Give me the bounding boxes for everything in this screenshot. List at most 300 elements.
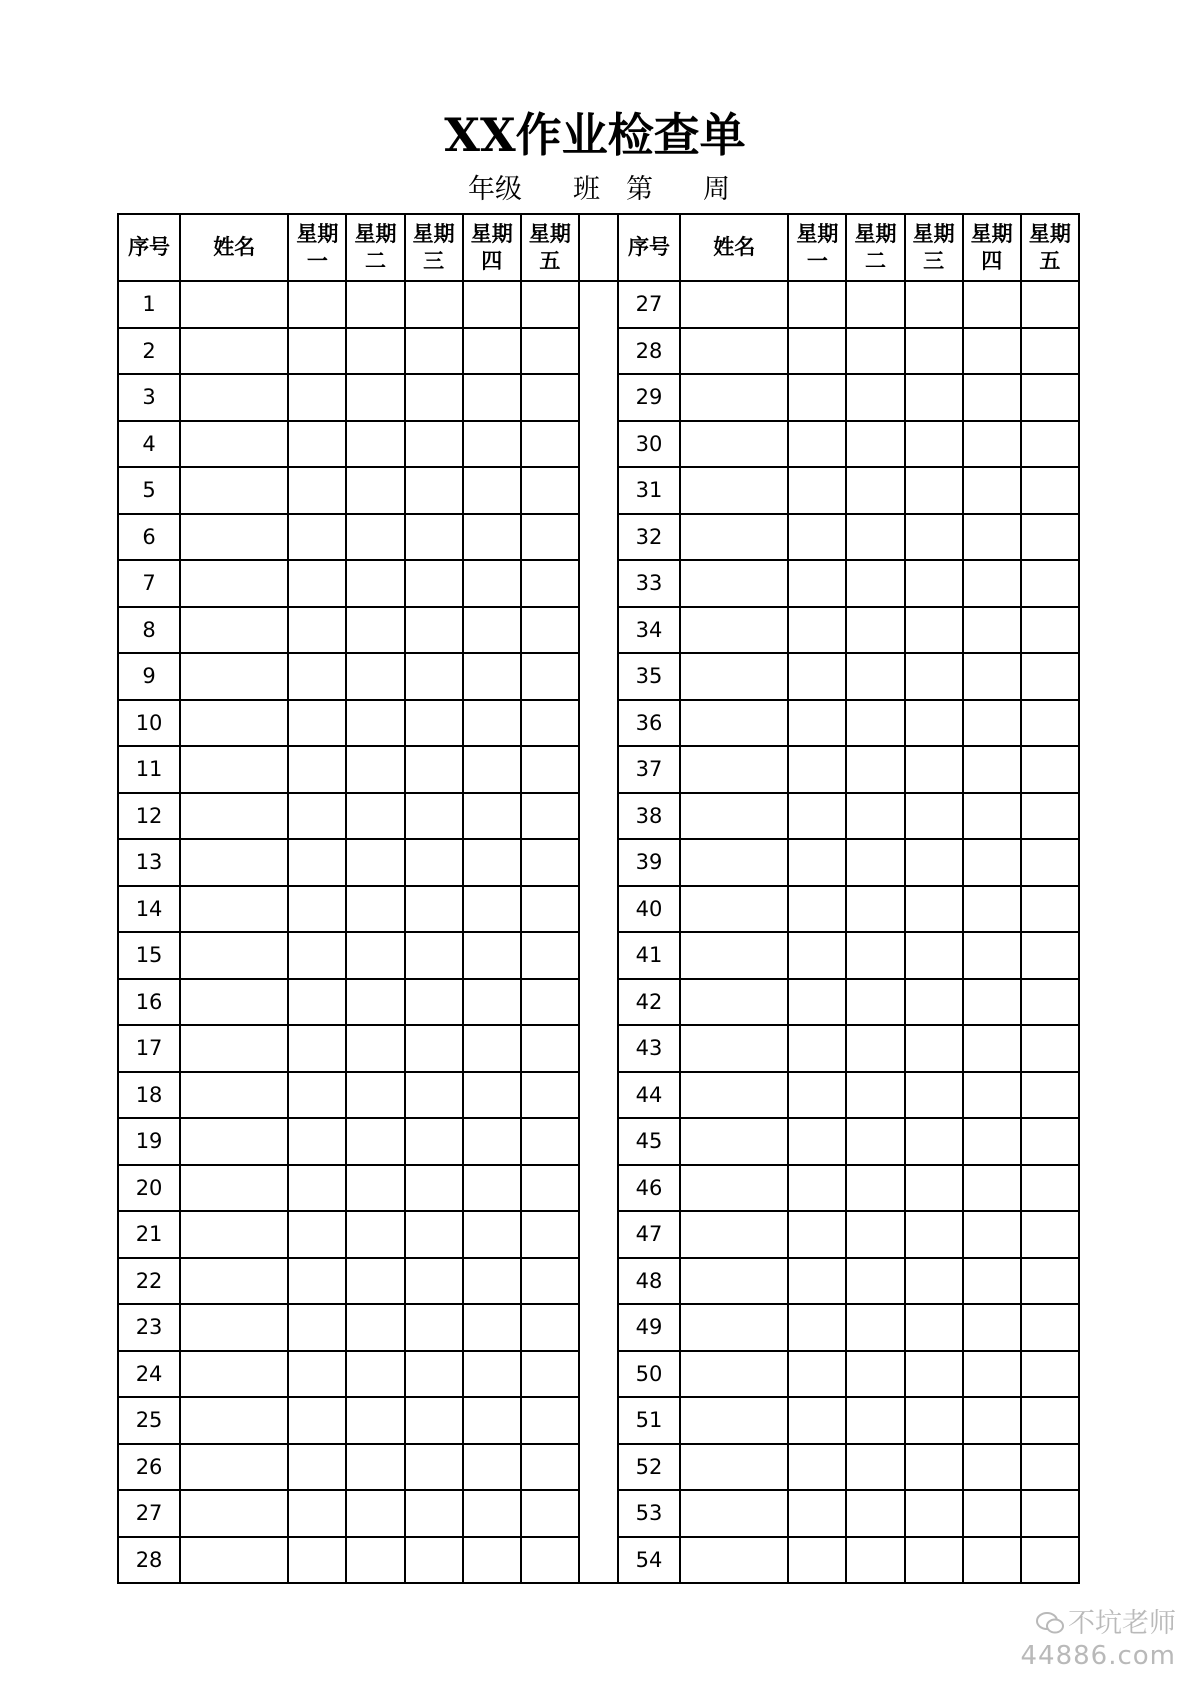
- day-check-cell-right[interactable]: [788, 932, 846, 979]
- day-check-cell-left[interactable]: [288, 700, 346, 747]
- day-check-cell-left[interactable]: [521, 1351, 579, 1398]
- day-check-cell-right[interactable]: [963, 793, 1021, 840]
- day-check-cell-right[interactable]: [846, 1351, 904, 1398]
- day-check-cell-left[interactable]: [463, 560, 521, 607]
- name-cell-right[interactable]: [680, 793, 788, 840]
- day-check-cell-right[interactable]: [905, 421, 963, 468]
- day-check-cell-right[interactable]: [788, 281, 846, 328]
- name-cell-left[interactable]: [180, 886, 288, 933]
- day-check-cell-right[interactable]: [1021, 653, 1079, 700]
- day-check-cell-left[interactable]: [521, 1304, 579, 1351]
- day-check-cell-right[interactable]: [963, 514, 1021, 561]
- day-check-cell-left[interactable]: [405, 1351, 463, 1398]
- day-check-cell-right[interactable]: [963, 1072, 1021, 1119]
- day-check-cell-right[interactable]: [788, 607, 846, 654]
- day-check-cell-right[interactable]: [963, 1165, 1021, 1212]
- day-check-cell-left[interactable]: [346, 653, 404, 700]
- day-check-cell-right[interactable]: [846, 1118, 904, 1165]
- name-cell-right[interactable]: [680, 1537, 788, 1584]
- day-check-cell-left[interactable]: [346, 1537, 404, 1584]
- day-check-cell-right[interactable]: [905, 1118, 963, 1165]
- day-check-cell-right[interactable]: [963, 979, 1021, 1026]
- day-check-cell-right[interactable]: [905, 1537, 963, 1584]
- day-check-cell-right[interactable]: [788, 1211, 846, 1258]
- day-check-cell-right[interactable]: [846, 1304, 904, 1351]
- name-cell-right[interactable]: [680, 886, 788, 933]
- day-check-cell-left[interactable]: [463, 746, 521, 793]
- name-cell-left[interactable]: [180, 793, 288, 840]
- day-check-cell-left[interactable]: [346, 1304, 404, 1351]
- name-cell-right[interactable]: [680, 514, 788, 561]
- day-check-cell-right[interactable]: [905, 932, 963, 979]
- day-check-cell-right[interactable]: [905, 607, 963, 654]
- day-check-cell-left[interactable]: [346, 1165, 404, 1212]
- day-check-cell-left[interactable]: [521, 979, 579, 1026]
- day-check-cell-right[interactable]: [963, 281, 1021, 328]
- day-check-cell-left[interactable]: [405, 1118, 463, 1165]
- day-check-cell-left[interactable]: [288, 281, 346, 328]
- day-check-cell-right[interactable]: [788, 514, 846, 561]
- name-cell-left[interactable]: [180, 607, 288, 654]
- day-check-cell-right[interactable]: [963, 653, 1021, 700]
- name-cell-right[interactable]: [680, 328, 788, 375]
- day-check-cell-right[interactable]: [788, 1397, 846, 1444]
- day-check-cell-left[interactable]: [521, 328, 579, 375]
- name-cell-left[interactable]: [180, 421, 288, 468]
- day-check-cell-right[interactable]: [905, 700, 963, 747]
- day-check-cell-left[interactable]: [346, 421, 404, 468]
- day-check-cell-left[interactable]: [346, 374, 404, 421]
- day-check-cell-right[interactable]: [1021, 1118, 1079, 1165]
- day-check-cell-left[interactable]: [521, 374, 579, 421]
- day-check-cell-right[interactable]: [905, 1025, 963, 1072]
- day-check-cell-left[interactable]: [521, 1211, 579, 1258]
- day-check-cell-left[interactable]: [405, 1165, 463, 1212]
- name-cell-left[interactable]: [180, 1351, 288, 1398]
- day-check-cell-left[interactable]: [288, 793, 346, 840]
- name-cell-right[interactable]: [680, 560, 788, 607]
- day-check-cell-left[interactable]: [288, 886, 346, 933]
- day-check-cell-left[interactable]: [463, 1165, 521, 1212]
- day-check-cell-left[interactable]: [405, 886, 463, 933]
- name-cell-left[interactable]: [180, 1072, 288, 1119]
- day-check-cell-right[interactable]: [788, 839, 846, 886]
- name-cell-left[interactable]: [180, 328, 288, 375]
- day-check-cell-left[interactable]: [346, 328, 404, 375]
- day-check-cell-right[interactable]: [905, 1072, 963, 1119]
- day-check-cell-left[interactable]: [346, 1211, 404, 1258]
- day-check-cell-right[interactable]: [1021, 1072, 1079, 1119]
- day-check-cell-right[interactable]: [846, 1258, 904, 1305]
- day-check-cell-left[interactable]: [288, 746, 346, 793]
- day-check-cell-left[interactable]: [346, 1351, 404, 1398]
- day-check-cell-left[interactable]: [521, 1490, 579, 1537]
- day-check-cell-left[interactable]: [405, 1025, 463, 1072]
- day-check-cell-left[interactable]: [405, 1072, 463, 1119]
- day-check-cell-left[interactable]: [346, 1118, 404, 1165]
- day-check-cell-right[interactable]: [788, 1258, 846, 1305]
- day-check-cell-right[interactable]: [846, 839, 904, 886]
- day-check-cell-right[interactable]: [1021, 607, 1079, 654]
- name-cell-left[interactable]: [180, 467, 288, 514]
- day-check-cell-left[interactable]: [405, 746, 463, 793]
- name-cell-left[interactable]: [180, 281, 288, 328]
- day-check-cell-right[interactable]: [905, 514, 963, 561]
- day-check-cell-right[interactable]: [788, 1072, 846, 1119]
- day-check-cell-right[interactable]: [846, 1165, 904, 1212]
- day-check-cell-left[interactable]: [463, 1351, 521, 1398]
- day-check-cell-left[interactable]: [405, 1304, 463, 1351]
- day-check-cell-left[interactable]: [346, 793, 404, 840]
- day-check-cell-left[interactable]: [288, 1211, 346, 1258]
- day-check-cell-left[interactable]: [521, 1537, 579, 1584]
- day-check-cell-right[interactable]: [846, 1025, 904, 1072]
- day-check-cell-left[interactable]: [405, 1537, 463, 1584]
- day-check-cell-left[interactable]: [288, 1118, 346, 1165]
- day-check-cell-left[interactable]: [405, 560, 463, 607]
- name-cell-left[interactable]: [180, 1025, 288, 1072]
- day-check-cell-left[interactable]: [405, 1397, 463, 1444]
- day-check-cell-right[interactable]: [963, 1444, 1021, 1491]
- day-check-cell-right[interactable]: [846, 560, 904, 607]
- day-check-cell-right[interactable]: [963, 1258, 1021, 1305]
- day-check-cell-left[interactable]: [463, 1304, 521, 1351]
- day-check-cell-right[interactable]: [963, 328, 1021, 375]
- day-check-cell-right[interactable]: [846, 793, 904, 840]
- name-cell-right[interactable]: [680, 1165, 788, 1212]
- day-check-cell-left[interactable]: [521, 1258, 579, 1305]
- day-check-cell-left[interactable]: [346, 1258, 404, 1305]
- day-check-cell-right[interactable]: [963, 421, 1021, 468]
- day-check-cell-right[interactable]: [846, 1072, 904, 1119]
- name-cell-left[interactable]: [180, 700, 288, 747]
- day-check-cell-right[interactable]: [1021, 1537, 1079, 1584]
- day-check-cell-right[interactable]: [905, 328, 963, 375]
- day-check-cell-left[interactable]: [463, 328, 521, 375]
- name-cell-left[interactable]: [180, 1397, 288, 1444]
- day-check-cell-left[interactable]: [288, 979, 346, 1026]
- day-check-cell-right[interactable]: [1021, 1304, 1079, 1351]
- day-check-cell-right[interactable]: [846, 1444, 904, 1491]
- day-check-cell-left[interactable]: [346, 700, 404, 747]
- day-check-cell-right[interactable]: [1021, 514, 1079, 561]
- day-check-cell-left[interactable]: [288, 839, 346, 886]
- day-check-cell-right[interactable]: [1021, 793, 1079, 840]
- day-check-cell-left[interactable]: [346, 746, 404, 793]
- day-check-cell-right[interactable]: [846, 746, 904, 793]
- day-check-cell-right[interactable]: [788, 467, 846, 514]
- day-check-cell-left[interactable]: [463, 421, 521, 468]
- day-check-cell-left[interactable]: [346, 1444, 404, 1491]
- day-check-cell-left[interactable]: [346, 607, 404, 654]
- day-check-cell-right[interactable]: [846, 886, 904, 933]
- day-check-cell-right[interactable]: [963, 374, 1021, 421]
- day-check-cell-right[interactable]: [846, 979, 904, 1026]
- name-cell-left[interactable]: [180, 1304, 288, 1351]
- day-check-cell-right[interactable]: [905, 281, 963, 328]
- day-check-cell-left[interactable]: [521, 1025, 579, 1072]
- day-check-cell-left[interactable]: [346, 281, 404, 328]
- day-check-cell-left[interactable]: [346, 932, 404, 979]
- name-cell-right[interactable]: [680, 1258, 788, 1305]
- day-check-cell-right[interactable]: [963, 467, 1021, 514]
- day-check-cell-right[interactable]: [1021, 1444, 1079, 1491]
- day-check-cell-left[interactable]: [288, 1258, 346, 1305]
- day-check-cell-right[interactable]: [788, 886, 846, 933]
- day-check-cell-left[interactable]: [346, 886, 404, 933]
- day-check-cell-right[interactable]: [846, 1211, 904, 1258]
- day-check-cell-right[interactable]: [788, 1118, 846, 1165]
- day-check-cell-right[interactable]: [963, 1537, 1021, 1584]
- day-check-cell-left[interactable]: [463, 1211, 521, 1258]
- day-check-cell-left[interactable]: [405, 328, 463, 375]
- day-check-cell-left[interactable]: [288, 467, 346, 514]
- name-cell-left[interactable]: [180, 1165, 288, 1212]
- day-check-cell-right[interactable]: [905, 839, 963, 886]
- day-check-cell-left[interactable]: [405, 421, 463, 468]
- day-check-cell-left[interactable]: [346, 467, 404, 514]
- day-check-cell-right[interactable]: [846, 467, 904, 514]
- day-check-cell-right[interactable]: [905, 1304, 963, 1351]
- day-check-cell-left[interactable]: [521, 746, 579, 793]
- name-cell-right[interactable]: [680, 700, 788, 747]
- day-check-cell-left[interactable]: [346, 839, 404, 886]
- name-cell-right[interactable]: [680, 1490, 788, 1537]
- day-check-cell-left[interactable]: [288, 1397, 346, 1444]
- day-check-cell-left[interactable]: [463, 1025, 521, 1072]
- day-check-cell-right[interactable]: [963, 560, 1021, 607]
- day-check-cell-right[interactable]: [1021, 1211, 1079, 1258]
- day-check-cell-left[interactable]: [521, 1118, 579, 1165]
- day-check-cell-right[interactable]: [788, 560, 846, 607]
- day-check-cell-right[interactable]: [788, 1490, 846, 1537]
- name-cell-right[interactable]: [680, 467, 788, 514]
- day-check-cell-right[interactable]: [1021, 1351, 1079, 1398]
- day-check-cell-right[interactable]: [1021, 328, 1079, 375]
- day-check-cell-left[interactable]: [463, 281, 521, 328]
- day-check-cell-right[interactable]: [905, 886, 963, 933]
- day-check-cell-right[interactable]: [846, 932, 904, 979]
- day-check-cell-right[interactable]: [846, 1397, 904, 1444]
- day-check-cell-right[interactable]: [1021, 467, 1079, 514]
- day-check-cell-left[interactable]: [288, 1025, 346, 1072]
- day-check-cell-right[interactable]: [1021, 1490, 1079, 1537]
- day-check-cell-left[interactable]: [521, 607, 579, 654]
- name-cell-left[interactable]: [180, 1537, 288, 1584]
- day-check-cell-left[interactable]: [405, 979, 463, 1026]
- name-cell-left[interactable]: [180, 560, 288, 607]
- day-check-cell-right[interactable]: [1021, 1397, 1079, 1444]
- day-check-cell-right[interactable]: [1021, 700, 1079, 747]
- day-check-cell-right[interactable]: [1021, 746, 1079, 793]
- day-check-cell-left[interactable]: [463, 793, 521, 840]
- day-check-cell-right[interactable]: [846, 653, 904, 700]
- day-check-cell-right[interactable]: [846, 1537, 904, 1584]
- day-check-cell-left[interactable]: [521, 1397, 579, 1444]
- day-check-cell-right[interactable]: [905, 1211, 963, 1258]
- name-cell-left[interactable]: [180, 653, 288, 700]
- day-check-cell-right[interactable]: [1021, 374, 1079, 421]
- name-cell-left[interactable]: [180, 374, 288, 421]
- day-check-cell-left[interactable]: [346, 1072, 404, 1119]
- day-check-cell-right[interactable]: [905, 1444, 963, 1491]
- day-check-cell-left[interactable]: [288, 1490, 346, 1537]
- day-check-cell-right[interactable]: [1021, 281, 1079, 328]
- day-check-cell-right[interactable]: [963, 1118, 1021, 1165]
- day-check-cell-left[interactable]: [463, 514, 521, 561]
- day-check-cell-left[interactable]: [288, 1351, 346, 1398]
- day-check-cell-right[interactable]: [1021, 932, 1079, 979]
- day-check-cell-left[interactable]: [521, 1072, 579, 1119]
- day-check-cell-right[interactable]: [905, 1258, 963, 1305]
- day-check-cell-left[interactable]: [463, 1118, 521, 1165]
- day-check-cell-left[interactable]: [405, 653, 463, 700]
- day-check-cell-left[interactable]: [521, 467, 579, 514]
- name-cell-right[interactable]: [680, 421, 788, 468]
- day-check-cell-left[interactable]: [405, 932, 463, 979]
- day-check-cell-left[interactable]: [346, 1025, 404, 1072]
- day-check-cell-left[interactable]: [463, 1537, 521, 1584]
- day-check-cell-right[interactable]: [788, 793, 846, 840]
- day-check-cell-left[interactable]: [405, 1258, 463, 1305]
- name-cell-left[interactable]: [180, 1258, 288, 1305]
- day-check-cell-left[interactable]: [405, 793, 463, 840]
- day-check-cell-left[interactable]: [463, 1072, 521, 1119]
- day-check-cell-right[interactable]: [963, 932, 1021, 979]
- day-check-cell-right[interactable]: [1021, 979, 1079, 1026]
- day-check-cell-right[interactable]: [963, 1351, 1021, 1398]
- day-check-cell-left[interactable]: [521, 560, 579, 607]
- day-check-cell-right[interactable]: [846, 607, 904, 654]
- day-check-cell-right[interactable]: [905, 653, 963, 700]
- day-check-cell-right[interactable]: [846, 328, 904, 375]
- day-check-cell-right[interactable]: [788, 1165, 846, 1212]
- day-check-cell-right[interactable]: [1021, 560, 1079, 607]
- day-check-cell-right[interactable]: [905, 1490, 963, 1537]
- day-check-cell-left[interactable]: [346, 979, 404, 1026]
- day-check-cell-left[interactable]: [521, 1165, 579, 1212]
- day-check-cell-left[interactable]: [521, 514, 579, 561]
- day-check-cell-right[interactable]: [905, 746, 963, 793]
- day-check-cell-right[interactable]: [963, 1490, 1021, 1537]
- day-check-cell-left[interactable]: [288, 1537, 346, 1584]
- name-cell-left[interactable]: [180, 839, 288, 886]
- day-check-cell-right[interactable]: [1021, 886, 1079, 933]
- day-check-cell-left[interactable]: [288, 607, 346, 654]
- day-check-cell-right[interactable]: [788, 746, 846, 793]
- day-check-cell-right[interactable]: [905, 793, 963, 840]
- day-check-cell-right[interactable]: [963, 839, 1021, 886]
- name-cell-right[interactable]: [680, 1444, 788, 1491]
- day-check-cell-left[interactable]: [463, 839, 521, 886]
- day-check-cell-left[interactable]: [463, 1490, 521, 1537]
- day-check-cell-left[interactable]: [463, 374, 521, 421]
- day-check-cell-left[interactable]: [463, 607, 521, 654]
- day-check-cell-right[interactable]: [788, 653, 846, 700]
- day-check-cell-right[interactable]: [788, 1351, 846, 1398]
- day-check-cell-left[interactable]: [521, 281, 579, 328]
- day-check-cell-left[interactable]: [405, 700, 463, 747]
- name-cell-right[interactable]: [680, 839, 788, 886]
- name-cell-right[interactable]: [680, 1072, 788, 1119]
- day-check-cell-right[interactable]: [788, 1304, 846, 1351]
- name-cell-right[interactable]: [680, 653, 788, 700]
- name-cell-left[interactable]: [180, 746, 288, 793]
- day-check-cell-left[interactable]: [405, 281, 463, 328]
- name-cell-left[interactable]: [180, 1490, 288, 1537]
- day-check-cell-right[interactable]: [788, 700, 846, 747]
- day-check-cell-left[interactable]: [288, 1444, 346, 1491]
- day-check-cell-left[interactable]: [463, 700, 521, 747]
- day-check-cell-left[interactable]: [463, 1258, 521, 1305]
- name-cell-left[interactable]: [180, 1118, 288, 1165]
- day-check-cell-right[interactable]: [846, 514, 904, 561]
- day-check-cell-left[interactable]: [405, 839, 463, 886]
- day-check-cell-left[interactable]: [521, 700, 579, 747]
- day-check-cell-right[interactable]: [788, 1025, 846, 1072]
- name-cell-right[interactable]: [680, 1397, 788, 1444]
- name-cell-right[interactable]: [680, 1211, 788, 1258]
- day-check-cell-left[interactable]: [405, 607, 463, 654]
- day-check-cell-left[interactable]: [463, 1444, 521, 1491]
- day-check-cell-left[interactable]: [288, 374, 346, 421]
- day-check-cell-right[interactable]: [1021, 839, 1079, 886]
- day-check-cell-right[interactable]: [788, 421, 846, 468]
- day-check-cell-left[interactable]: [288, 1072, 346, 1119]
- day-check-cell-right[interactable]: [963, 607, 1021, 654]
- day-check-cell-left[interactable]: [405, 1211, 463, 1258]
- day-check-cell-right[interactable]: [788, 374, 846, 421]
- name-cell-right[interactable]: [680, 979, 788, 1026]
- day-check-cell-right[interactable]: [905, 1165, 963, 1212]
- day-check-cell-left[interactable]: [521, 1444, 579, 1491]
- name-cell-right[interactable]: [680, 1351, 788, 1398]
- day-check-cell-right[interactable]: [846, 281, 904, 328]
- day-check-cell-left[interactable]: [346, 560, 404, 607]
- name-cell-left[interactable]: [180, 514, 288, 561]
- day-check-cell-left[interactable]: [346, 1397, 404, 1444]
- day-check-cell-left[interactable]: [521, 932, 579, 979]
- day-check-cell-left[interactable]: [521, 839, 579, 886]
- day-check-cell-right[interactable]: [788, 1537, 846, 1584]
- name-cell-right[interactable]: [680, 1304, 788, 1351]
- day-check-cell-right[interactable]: [788, 1444, 846, 1491]
- day-check-cell-right[interactable]: [788, 328, 846, 375]
- day-check-cell-left[interactable]: [346, 514, 404, 561]
- day-check-cell-left[interactable]: [405, 1444, 463, 1491]
- day-check-cell-right[interactable]: [963, 746, 1021, 793]
- day-check-cell-left[interactable]: [521, 421, 579, 468]
- name-cell-left[interactable]: [180, 932, 288, 979]
- name-cell-right[interactable]: [680, 932, 788, 979]
- day-check-cell-right[interactable]: [905, 467, 963, 514]
- day-check-cell-left[interactable]: [463, 932, 521, 979]
- name-cell-right[interactable]: [680, 607, 788, 654]
- day-check-cell-left[interactable]: [521, 653, 579, 700]
- day-check-cell-left[interactable]: [463, 886, 521, 933]
- day-check-cell-left[interactable]: [405, 514, 463, 561]
- day-check-cell-left[interactable]: [346, 1490, 404, 1537]
- name-cell-right[interactable]: [680, 1025, 788, 1072]
- day-check-cell-left[interactable]: [405, 467, 463, 514]
- day-check-cell-right[interactable]: [1021, 421, 1079, 468]
- day-check-cell-left[interactable]: [288, 514, 346, 561]
- day-check-cell-right[interactable]: [963, 1397, 1021, 1444]
- day-check-cell-right[interactable]: [963, 886, 1021, 933]
- day-check-cell-left[interactable]: [521, 886, 579, 933]
- day-check-cell-left[interactable]: [463, 979, 521, 1026]
- day-check-cell-right[interactable]: [846, 374, 904, 421]
